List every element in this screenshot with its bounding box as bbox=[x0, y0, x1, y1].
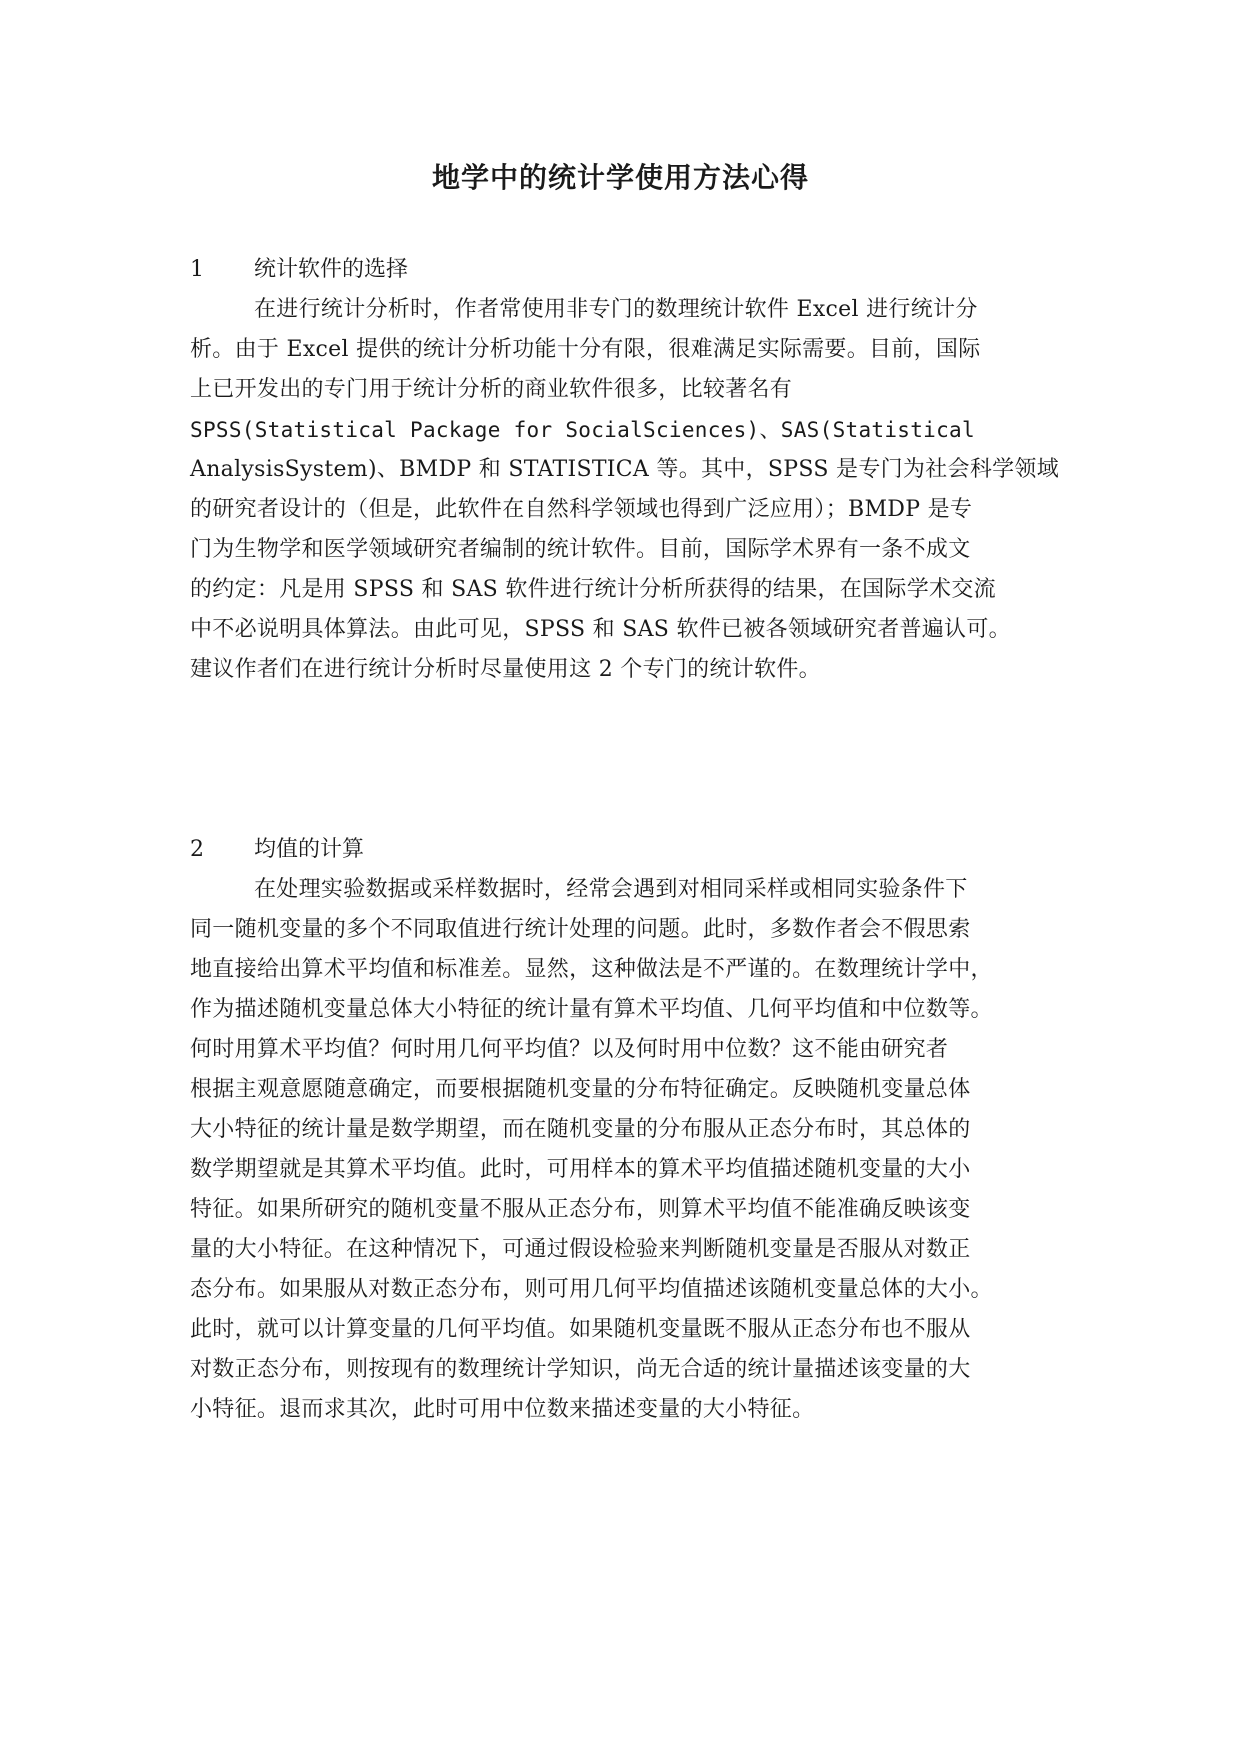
body-line: 根据主观意愿随意确定，而要根据随机变量的分布特征确定。反映随机变量总体 bbox=[190, 1077, 971, 1102]
section-heading bbox=[190, 830, 1050, 870]
section-body bbox=[190, 870, 1050, 1430]
document-title: 地学中的统计学使用方法心得 bbox=[431, 161, 809, 194]
body-line: 此时，就可以计算变量的几何平均值。如果随机变量既不服从正态分布也不服从 bbox=[190, 1317, 971, 1342]
body-line: 地直接给出算术平均值和标准差。显然，这种做法是不严谨的。在数理统计学中， bbox=[190, 957, 993, 982]
section-title: 统计软件的选择 bbox=[254, 257, 409, 282]
body-line: 的研究者设计的（但是，此软件在自然科学领域也得到广泛应用）；BMDP 是专 bbox=[190, 497, 973, 522]
body-line: 对数正态分布，则按现有的数理统计学知识，尚无合适的统计量描述该变量的大 bbox=[190, 1357, 971, 1382]
body-line: 何时用算术平均值？何时用几何平均值？以及何时用中位数？这不能由研究者 bbox=[190, 1037, 949, 1062]
body-line: 特征。如果所研究的随机变量不服从正态分布，则算术平均值不能准确反映该变 bbox=[190, 1197, 971, 1222]
body-line: 量的大小特征。在这种情况下，可通过假设检验来判断随机变量是否服从对数正 bbox=[190, 1237, 971, 1262]
section-heading bbox=[190, 250, 1050, 290]
body-line: SPSS(Statistical Package for SocialSciences)、SAS(Statistical bbox=[190, 418, 975, 442]
body-line: 析。由于 Excel 提供的统计分析功能十分有限，很难满足实际需要。目前，国际 bbox=[190, 337, 981, 362]
body-line: 在进行统计分析时，作者常使用非专门的数理统计软件 Excel 进行统计分 bbox=[254, 297, 978, 322]
section-number: 2 bbox=[190, 837, 204, 862]
body-line: 大小特征的统计量是数学期望，而在随机变量的分布服从正态分布时，其总体的 bbox=[190, 1117, 971, 1142]
section-number: 1 bbox=[190, 257, 204, 282]
body-line: AnalysisSystem)、BMDP 和 STATISTICA 等。其中，SPSS 是专门为社会科学领域 bbox=[190, 457, 1060, 482]
body-line: 作为描述随机变量总体大小特征的统计量有算术平均值、几何平均值和中位数等。 bbox=[190, 997, 993, 1022]
section-software-choice bbox=[190, 250, 1060, 690]
section-title: 均值的计算 bbox=[254, 837, 365, 862]
body-line: 中不必说明具体算法。由此可见，SPSS 和 SAS 软件已被各领域研究者普遍认可。 bbox=[190, 617, 1011, 642]
body-line: 同一随机变量的多个不同取值进行统计处理的问题。此时，多数作者会不假思索 bbox=[190, 917, 971, 942]
body-line: 上已开发出的专门用于统计分析的商业软件很多，比较著名有 bbox=[190, 377, 793, 402]
body-line: 门为生物学和医学领域研究者编制的统计软件。目前，国际学术界有一条不成文 bbox=[190, 537, 971, 562]
body-line: 数学期望就是其算术平均值。此时，可用样本的算术平均值描述随机变量的大小 bbox=[190, 1157, 971, 1182]
body-line: 小特征。退而求其次，此时可用中位数来描述变量的大小特征。 bbox=[190, 1397, 815, 1422]
section-body bbox=[190, 290, 1060, 690]
body-line: 的约定：凡是用 SPSS 和 SAS 软件进行统计分析所获得的结果，在国际学术交流 bbox=[190, 577, 996, 602]
body-line: 态分布。如果服从对数正态分布，则可用几何平均值描述该随机变量总体的大小。 bbox=[190, 1277, 993, 1302]
body-line: 在处理实验数据或采样数据时，经常会遇到对相同采样或相同实验条件下 bbox=[254, 877, 968, 902]
body-line: 建议作者们在进行统计分析时尽量使用这 2 个专门的统计软件。 bbox=[190, 657, 821, 682]
section-mean-calculation bbox=[190, 830, 1050, 1430]
